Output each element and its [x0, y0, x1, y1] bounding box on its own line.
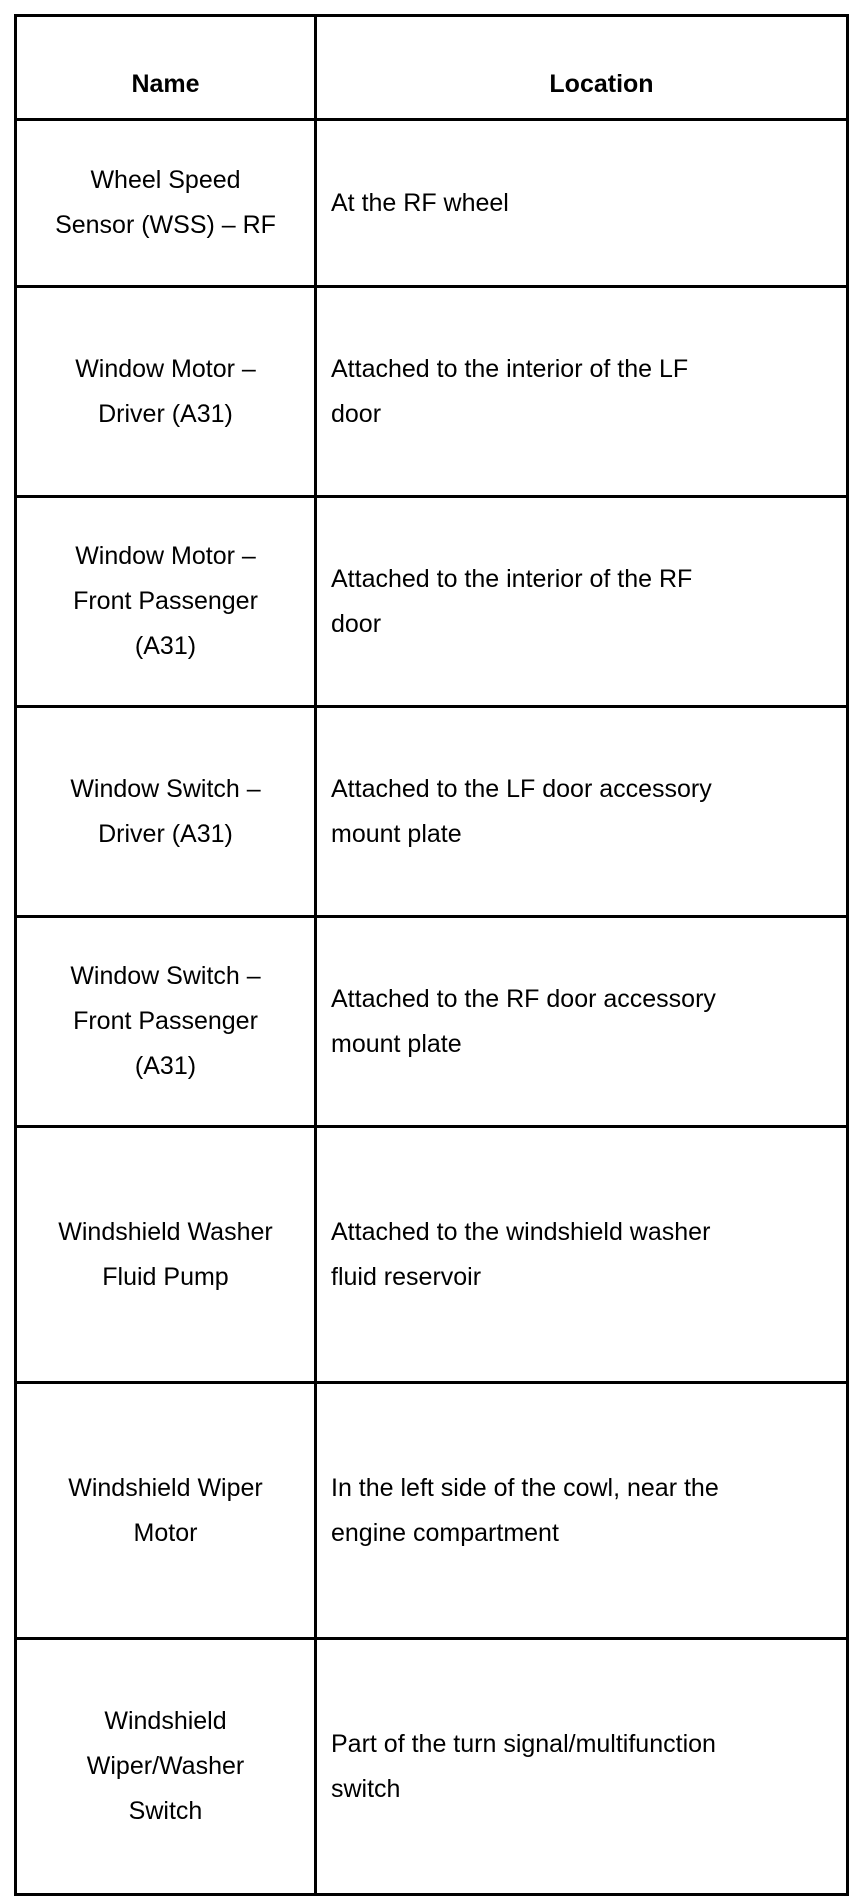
component-name-cell — [16, 287, 316, 497]
component-location-cell — [316, 1127, 848, 1383]
component-name: Window Motor – Front Passenger (A31) — [73, 542, 258, 660]
component-location: Attached to the interior of the RF door — [331, 564, 693, 638]
component-name: Window Motor – Driver (A31) — [75, 354, 256, 428]
table-row — [16, 497, 848, 707]
component-location-cell — [316, 917, 848, 1127]
component-location: Part of the turn signal/multifunction switch — [331, 1729, 716, 1803]
component-name-cell — [16, 1383, 316, 1639]
component-name-cell — [16, 1127, 316, 1383]
component-location: In the left side of the cowl, near the engine compartment — [331, 1473, 719, 1547]
component-name: Window Switch – Front Passenger (A31) — [70, 962, 261, 1080]
component-name-cell — [16, 707, 316, 917]
table-row — [16, 1383, 848, 1639]
component-location-cell — [316, 287, 848, 497]
table-row — [16, 1639, 848, 1895]
component-name: Windshield Wiper Motor — [68, 1473, 263, 1547]
component-location: Attached to the interior of the LF door — [331, 354, 689, 428]
component-location-cell — [316, 497, 848, 707]
component-name: Windshield Wiper/Washer Switch — [86, 1707, 245, 1825]
component-location-cell — [316, 1639, 848, 1895]
component-location-cell — [316, 707, 848, 917]
component-name-cell — [16, 120, 316, 287]
table-row — [16, 287, 848, 497]
header-name: Name — [16, 16, 316, 120]
component-location: Attached to the windshield washer fluid reservoir — [331, 1217, 711, 1291]
component-name: Wheel Speed Sensor (WSS) – RF — [55, 166, 276, 239]
table-row — [16, 707, 848, 917]
component-location-cell — [316, 1383, 848, 1639]
component-location-table — [14, 14, 849, 1896]
table-row — [16, 120, 848, 287]
component-name: Window Switch – Driver (A31) — [70, 774, 261, 848]
component-name: Windshield Washer Fluid Pump — [58, 1217, 273, 1291]
table-row — [16, 1127, 848, 1383]
header-location: Location — [316, 16, 848, 120]
table-row — [16, 917, 848, 1127]
header-row — [16, 16, 848, 120]
component-name-cell — [16, 917, 316, 1127]
component-name-cell — [16, 497, 316, 707]
component-location: Attached to the RF door accessory mount plate — [331, 984, 716, 1058]
component-location-cell — [316, 120, 848, 287]
component-name-cell — [16, 1639, 316, 1895]
component-location: Attached to the LF door accessory mount plate — [331, 774, 712, 848]
component-location: At the RF wheel — [331, 188, 509, 217]
